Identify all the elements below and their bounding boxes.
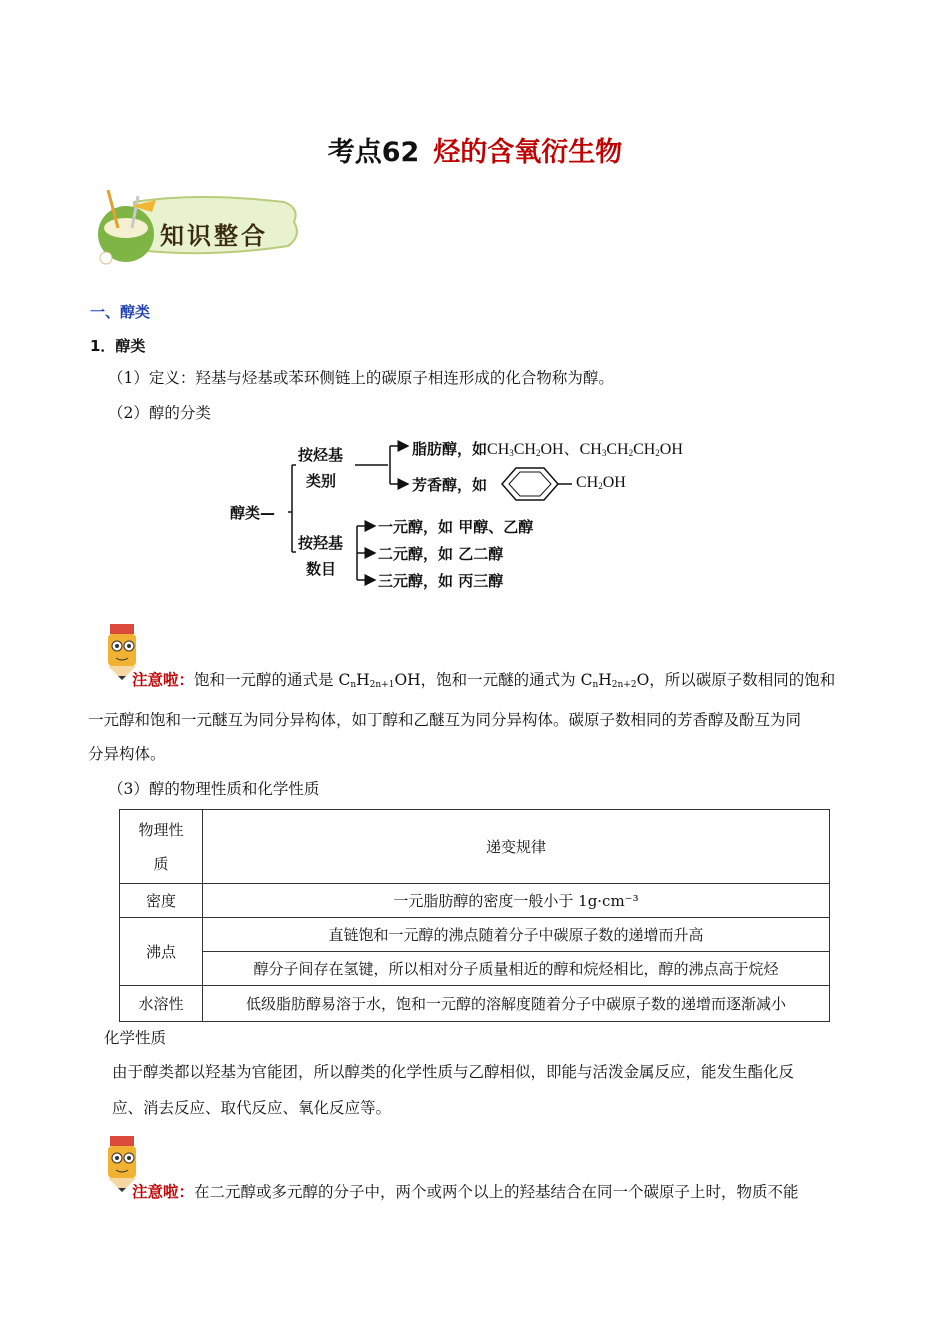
note1-sub-2n1: 2n+1	[369, 680, 395, 690]
row-prop-density: 密度	[120, 884, 203, 918]
table-row	[120, 918, 830, 952]
note1-text-a: 饱和一元醇的通式是 C	[194, 671, 351, 689]
classification-tree	[220, 430, 740, 600]
tree-branch-a-line2: 类别	[306, 472, 337, 490]
chemical-properties-line1: 由于醇类都以羟基为官能团，所以醇类的化学性质与乙醇相似，即能与活泼金属反应，能发生酯化反	[112, 1063, 795, 1081]
row-rule-density: 一元脂肪醇的密度一般小于 1g·cm⁻³	[203, 884, 830, 918]
table-row	[120, 952, 830, 986]
note1-text-h2: H	[598, 671, 612, 689]
benzene-ring-icon	[502, 468, 572, 500]
note1-text-e: OH，饱和一元醚的通式为 C	[394, 671, 593, 689]
header-rule: 递变规律	[203, 810, 830, 884]
aliphatic-label: 脂肪醇，如	[412, 440, 488, 458]
tree-leaf-aromatic	[412, 474, 487, 495]
row-rule-boiling-2: 醇分子间存在氢键，所以相对分子质量相近的醇和烷烃相比，醇的沸点高于烷烃	[203, 952, 830, 986]
note2-line	[132, 1182, 799, 1202]
header-property-line2: 质	[153, 854, 169, 873]
table-row	[120, 986, 830, 1022]
aliphatic-formula: $CH_3CH_2OH$、$CH_3CH_2CH_2OH$	[487, 441, 683, 458]
header-property	[120, 810, 203, 884]
note1-sub-2n2: 2n+2	[611, 680, 637, 690]
row-rule-solubility: 低级脂肪醇易溶于水，饱和一元醇的溶解度随着分子中碳原子数的递增而逐渐减小	[203, 986, 830, 1022]
chemical-properties-heading: 化学性质	[104, 1029, 167, 1047]
note1-label: 注意啦：	[132, 670, 195, 689]
table-row	[120, 884, 830, 918]
row-prop-boiling: 沸点	[120, 918, 203, 986]
properties-table	[119, 809, 830, 1022]
tree-branch-a-line1: 按烃基	[298, 446, 344, 464]
tree-branch-b-line1: 按羟基	[298, 534, 344, 552]
header-property-line1: 物理性	[138, 820, 184, 839]
note1-text-i: O，所以碳原子数相同的饱和	[636, 671, 836, 689]
note2-text: 在二元醇或多元醇的分子中，两个或两个以上的羟基结合在同一个碳原子上时，物质不能	[194, 1183, 799, 1201]
tree-root: 醇类—	[230, 504, 276, 522]
tree-leaf-aliphatic	[412, 436, 683, 459]
definition-text: （1）定义：羟基与烃基或苯环侧链上的碳原子相连形成的化合物称为醇。	[108, 369, 614, 387]
chemical-properties-line2: 应、消去反应、取代反应、氧化反应等。	[112, 1099, 392, 1117]
tree-leaf-trihydric: 三元醇，如 丙三醇	[378, 572, 504, 590]
classification-heading: （2）醇的分类	[108, 404, 211, 422]
section-heading: 一、醇类	[90, 303, 151, 321]
note1-sub-n1: n	[350, 680, 357, 690]
aromatic-formula: $CH_2OH$	[576, 474, 626, 491]
note1-line2: 一元醇和饱和一元醚互为同分异构体，如丁醇和乙醚互为同分异构体。碳原子数相同的芳香醇及酚互为同	[88, 711, 802, 729]
tree-leaf-monohydric: 一元醇，如 甲醇、乙醇	[378, 518, 534, 536]
tree-leaf-dihydric: 二元醇，如 乙二醇	[378, 545, 504, 563]
note2-label: 注意啦：	[132, 1182, 195, 1201]
title-topic: 烃的含氧衍生物	[433, 137, 623, 168]
note1-line3: 分异构体。	[88, 745, 166, 763]
note1-sub-n2: n	[592, 680, 599, 690]
knowledge-banner	[88, 188, 308, 268]
note1-line1	[132, 670, 835, 695]
banner-label: 知识整合	[160, 222, 268, 250]
row-prop-solubility: 水溶性	[120, 986, 203, 1022]
subsection-heading: 1．醇类	[90, 337, 146, 355]
aromatic-label: 芳香醇，如	[412, 476, 488, 494]
title-number: 考点62	[327, 137, 420, 168]
table-header-row	[120, 810, 830, 884]
tree-branch-b-line2: 数目	[306, 560, 337, 578]
properties-heading: （3）醇的物理性质和化学性质	[108, 780, 320, 798]
page-title	[0, 130, 950, 169]
row-rule-boiling-1: 直链饱和一元醇的沸点随着分子中碳原子数的递增而升高	[203, 918, 830, 952]
note1-text-h1: H	[356, 671, 370, 689]
